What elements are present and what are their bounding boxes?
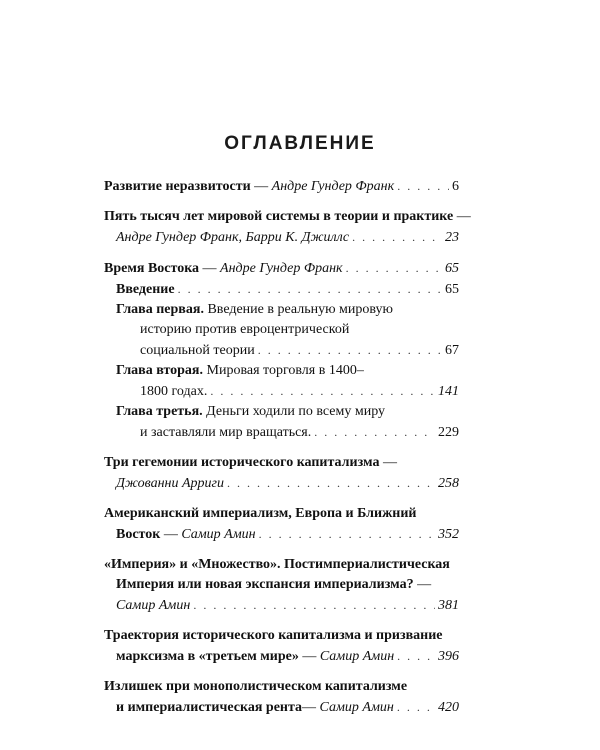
entry-title: Три гегемонии исторического капитализма xyxy=(104,455,380,470)
toc-entry-trajectory[interactable] xyxy=(104,626,459,667)
entry-author: Джованни Арриги xyxy=(116,476,224,491)
entry-separator: — xyxy=(160,527,182,542)
entry-title: Пять тысяч лет мировой системы в теории и практике xyxy=(104,209,454,224)
entry-separator: — xyxy=(453,209,471,224)
entry-author: Самир Амин xyxy=(181,527,256,542)
entry-author: Андре Гундер Франк, Барри К. Джиллс xyxy=(116,230,350,245)
entry-author: Самир Амин xyxy=(116,598,191,613)
entry-separator: — xyxy=(413,577,432,592)
toc-entry-underdevelopment[interactable] xyxy=(104,176,459,197)
chapter-first[interactable] xyxy=(104,300,459,361)
entry-title: Американский империализм, Европа и Ближний xyxy=(104,506,417,521)
entry-title: Империя или новая экспансия империализма? xyxy=(116,577,414,592)
chapter-label: Глава вторая. xyxy=(116,363,204,378)
dot-leader xyxy=(227,473,435,493)
dot-leader xyxy=(397,176,449,196)
entry-page: 352 xyxy=(438,527,459,542)
toc-entry-reorient[interactable] xyxy=(104,258,459,443)
toc-entry-empire-multitude[interactable] xyxy=(104,555,459,616)
entry-page: 420 xyxy=(438,700,459,715)
dot-leader xyxy=(258,340,442,360)
dot-leader xyxy=(210,381,435,401)
entry-title: Восток xyxy=(116,527,161,542)
entry-page: 23 xyxy=(445,230,459,245)
dot-leader xyxy=(314,422,435,442)
toc-entry-five-thousand-years[interactable] xyxy=(104,207,471,248)
chapter-text: историю против евроцентрической xyxy=(140,322,350,337)
chapter-page: 141 xyxy=(438,384,459,399)
toc-entry-surplus[interactable] xyxy=(104,677,459,718)
dot-leader xyxy=(397,646,435,666)
toc-entry-american-imperialism[interactable] xyxy=(104,504,459,545)
chapter-page: 65 xyxy=(445,282,459,297)
chapter-text: Введение в реальную мировую xyxy=(203,302,393,317)
entry-title: Траектория исторического капитализма и призвание xyxy=(104,628,443,643)
chapter-second[interactable] xyxy=(104,361,459,402)
entry-separator: — xyxy=(298,649,320,664)
chapter-label: Глава третья. xyxy=(116,404,203,419)
dot-leader xyxy=(178,279,442,299)
entry-page: 258 xyxy=(438,476,459,491)
entry-page: 65 xyxy=(445,261,459,276)
chapter-page: 229 xyxy=(438,425,459,440)
chapter-label: Глава первая. xyxy=(116,302,204,317)
entry-page: 381 xyxy=(438,598,459,613)
entry-title: «Империя» и «Множество». Постимпериалистическая xyxy=(104,557,450,572)
chapter-page: 67 xyxy=(445,343,459,358)
dot-leader xyxy=(193,595,435,615)
entry-author: Самир Амин xyxy=(319,700,394,715)
entry-separator: — xyxy=(379,455,397,470)
toc-entry-three-hegemonies[interactable] xyxy=(104,453,459,494)
dot-leader xyxy=(259,524,435,544)
chapter-text: и заставляли мир вращаться. xyxy=(140,425,312,440)
entry-title: марксизма в «третьем мире» xyxy=(116,649,299,664)
entry-separator: — xyxy=(250,179,272,194)
entry-title: Развитие неразвитости xyxy=(104,179,251,194)
chapter-label: Введение xyxy=(116,282,175,297)
entry-page: 6 xyxy=(452,179,459,194)
entry-page: 396 xyxy=(438,649,459,664)
chapter-introduction[interactable] xyxy=(104,279,459,300)
chapter-third[interactable] xyxy=(104,402,459,443)
entry-title: Излишек при монополистическом капитализме xyxy=(104,679,408,694)
entry-separator: — xyxy=(199,261,221,276)
entry-separator: — xyxy=(302,700,320,715)
chapter-text: социальной теории xyxy=(140,343,255,358)
entry-author: Андре Гундер Франк xyxy=(220,261,343,276)
entry-author: Самир Амин xyxy=(319,649,395,664)
entry-author: Андре Гундер Франк xyxy=(271,179,395,194)
table-of-contents xyxy=(104,176,471,728)
dot-leader xyxy=(346,258,442,278)
dot-leader xyxy=(397,697,435,717)
chapter-text: Мировая торговля в 1400– xyxy=(203,363,364,378)
chapter-text: 1800 годах. xyxy=(140,384,208,399)
chapter-text: Деньги ходили по всему миру xyxy=(202,404,386,419)
entry-title: Время Востока xyxy=(104,261,200,276)
entry-title: и империалистическая рента xyxy=(116,700,303,715)
page-title: ОГЛАВЛЕНИЕ xyxy=(224,133,376,154)
dot-leader xyxy=(352,227,442,247)
